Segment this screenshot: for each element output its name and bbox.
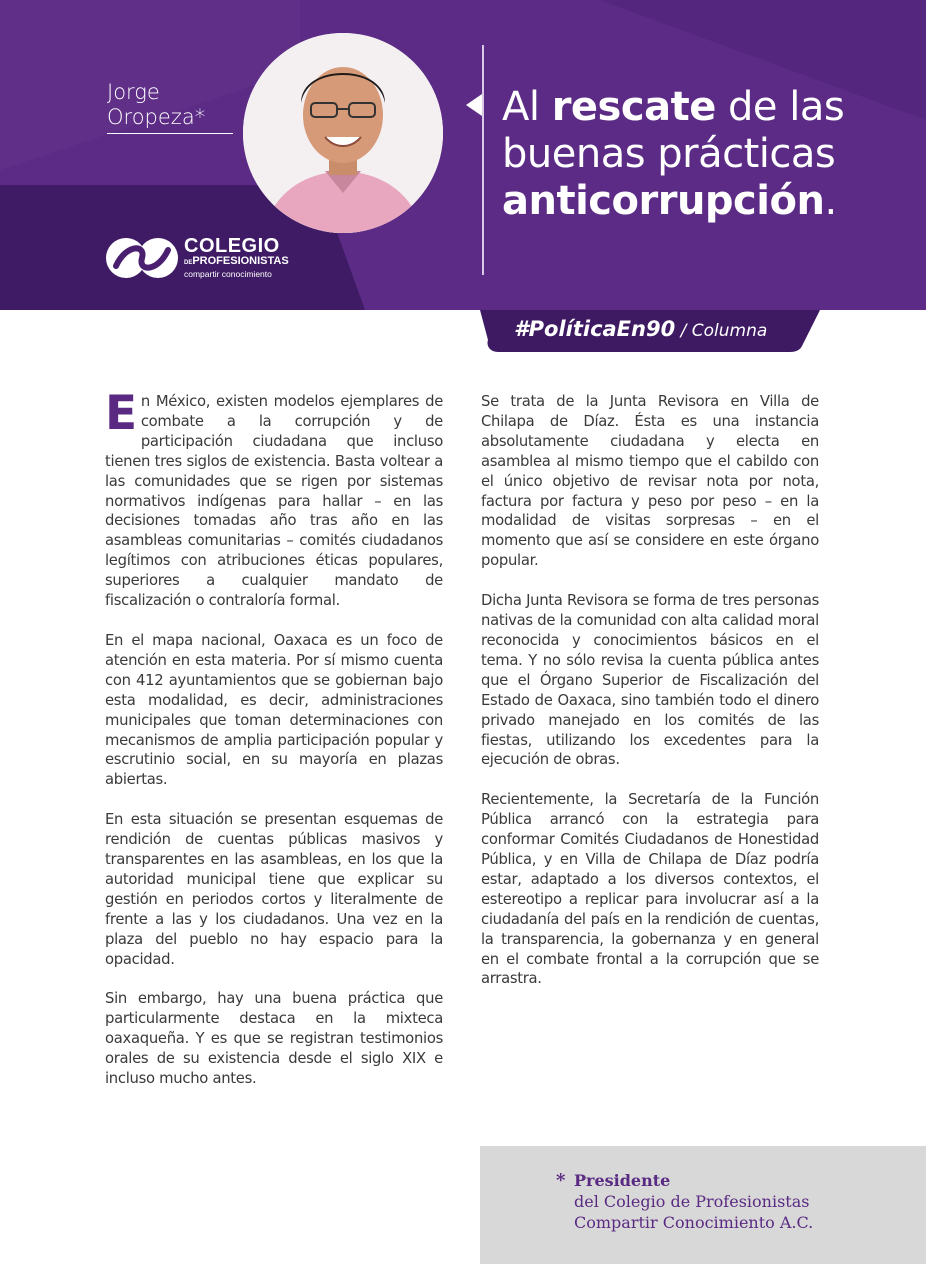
- tag-separator: /: [675, 321, 692, 341]
- drop-cap: E: [105, 386, 137, 441]
- author-name: [107, 80, 205, 130]
- infinity-logo-icon: [106, 236, 186, 282]
- section-label: Columna: [691, 321, 768, 341]
- logo-tagline: compartir conocimiento: [184, 269, 272, 279]
- portrait-icon: [243, 33, 443, 233]
- logo-de: DE: [184, 260, 193, 266]
- logo-name: COLEGIO: [184, 235, 280, 257]
- paragraph: En el mapa nacional, Oaxaca es un foco de atención en esta materia. Por sí mismo cuenta con 412 ayuntamientos que se gobiernan bajo esta modalidad, es decir, administraciones municipales que toman determinaciones con mecanismos de amplia participación popular y escrutinio social, en su mayoría en plazas abiertas.: [105, 631, 443, 789]
- title-part1: Al: [502, 84, 552, 130]
- paragraph: En esta situación se presentan esquemas de rendición de cuentas públicas masivos y transparentes en las asambleas, en los que la autoridad municipal tiene que explicar su gestión en periodos cortos y literalmente de frente a las y los ciudadanos. Una vez en la plaza del pueblo no hay espacio para la opacidad.: [105, 811, 443, 968]
- bio-role-text: Presidente: [574, 1171, 671, 1190]
- author-photo: [243, 33, 443, 233]
- logo-sub: [184, 256, 289, 269]
- title-pointer-icon: [466, 94, 482, 116]
- title-line-3: [502, 178, 912, 225]
- title-part2: de las: [715, 84, 845, 130]
- paragraph: [105, 386, 443, 611]
- author-bio: [574, 1170, 813, 1233]
- article-title: [502, 84, 912, 225]
- title-end: .: [824, 178, 837, 224]
- article-column-right: [481, 392, 819, 1009]
- author-first-name: Jorge: [107, 80, 160, 104]
- title-line-1: [502, 84, 912, 131]
- logo-wordmark: [184, 236, 289, 279]
- title-line-2: buenas prácticas: [502, 131, 836, 177]
- bio-line-2: del Colegio de Profesionistas: [574, 1192, 810, 1211]
- section-tag: [514, 317, 767, 341]
- paragraph: Se trata de la Junta Revisora en Villa de Chilapa de Díaz. Ésta es una instancia absolutamente ciudadana y electa en asamblea al mismo tiempo que el cabildo con el único objetivo de revisar nota por nota, factura por factura y peso por peso – en la modalidad de visitas sorpresas – en el momento que así se considere en este órgano popular.: [481, 393, 819, 570]
- logo-profesionistas: PROFESIONISTAS: [192, 255, 289, 267]
- paragraph: Recientemente, la Secretaría de la Función Pública arrancó con la estrategia para conformar Comités Ciudadanos de Honestidad Pública, y en Villa de Chilapa de Díaz podría estar, adaptado a los diversos contextos, el estereotipo a replicar para involucrar así a la ciudadanía del país en la rendición de cuentas, la transparencia, la gobernanza y en general en el combate frontal a la corrupción que se arrastra.: [481, 791, 819, 988]
- title-bold1: rescate: [551, 84, 716, 130]
- footnote-asterisk: *: [556, 1170, 566, 1191]
- hashtag: #PolíticaEn90: [514, 317, 676, 341]
- title-bold2: anticorrupción: [502, 178, 825, 224]
- paragraph: Dicha Junta Revisora se forma de tres personas nativas de la comunidad con alta calidad moral reconocida y conocimientos básicos en el tema. Y no sólo revisa la cuenta pública antes que el Órgano Superior de Fiscalización del Estado de Oaxaca, sino también todo el dinero privado manejado en los comités de las fiestas, utilizando los excedentes para la ejecución de obras.: [481, 592, 819, 769]
- bio-line-3: Compartir Conocimiento A.C.: [574, 1213, 814, 1232]
- author-divider: [107, 133, 233, 134]
- article-column-left: [105, 386, 443, 1109]
- author-last-name: Oropeza*: [107, 105, 206, 129]
- bio-role: [574, 1170, 813, 1191]
- paragraph: Sin embargo, hay una buena práctica que particularmente destaca en la mixteca oaxaqueña. Y es que se registran testimonios orales de su existencia desde el siglo XIX e incluso mucho antes.: [105, 990, 443, 1088]
- header-vertical-rule: [482, 45, 484, 275]
- paragraph-text: n México, existen modelos ejemplares de combate a la corrupción y de participación ciudadana que incluso tienen tres siglos de existencia. Basta voltear a las comunidades que se rigen por sistemas normativos indígenas para hallar – en las decisiones tomadas año tras año en las asambleas comunitarias – comités ciudadanos legítimos con atribuciones éticas populares, superiores a cualquier mandato de fiscalización o contraloría formal.: [105, 393, 443, 610]
